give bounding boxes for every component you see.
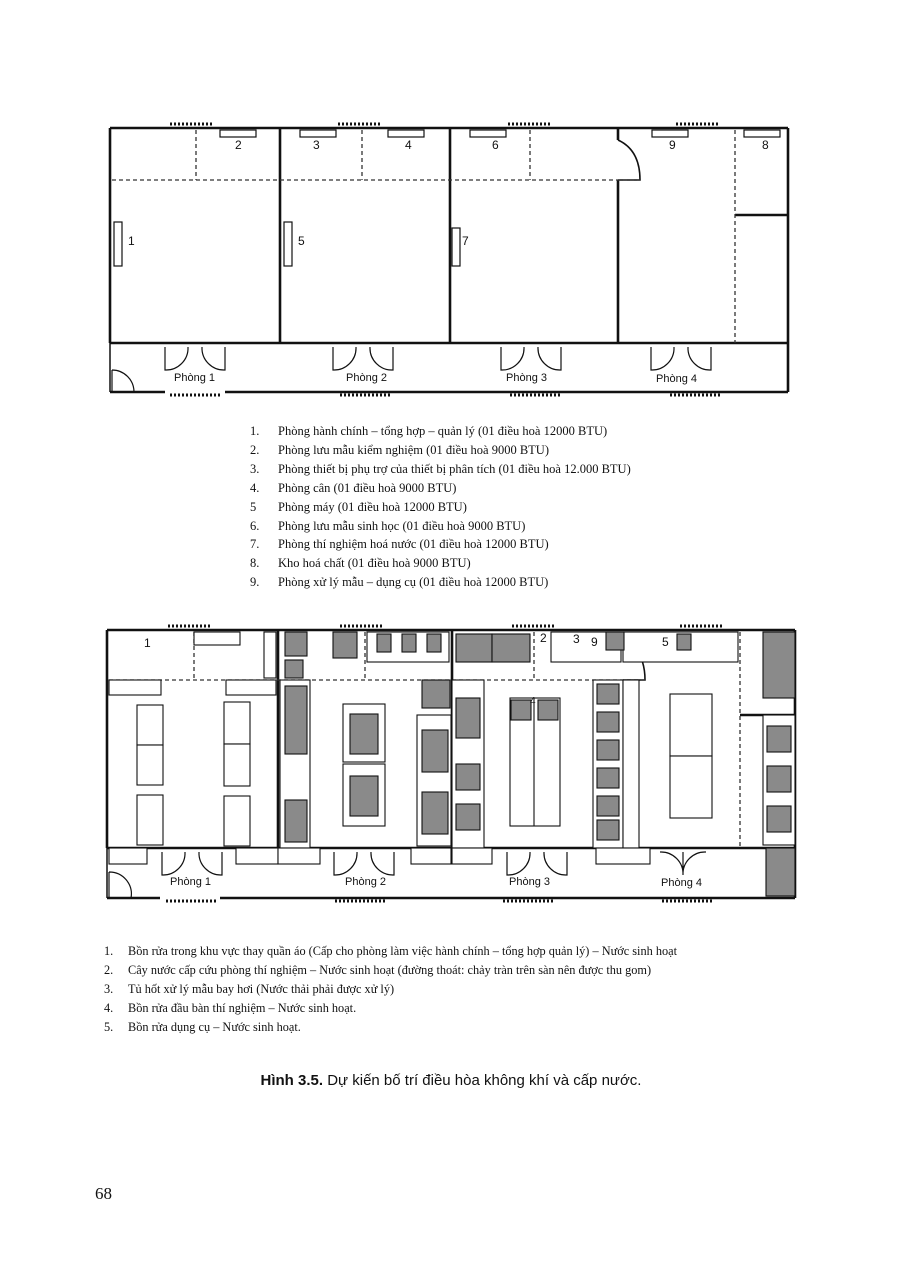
legend-item [250,460,631,479]
legend-number: 3. [250,461,260,476]
legend-item [250,517,631,536]
floor-plan-water-supply [0,612,902,912]
ac-label-5: 5 [298,234,305,248]
legend-number: 2. [104,962,114,977]
legend-number: 4. [250,480,260,495]
room-label-1: Phòng 1 [174,372,215,384]
ac-label-8: 8 [762,138,769,152]
legend-number: 6. [250,518,260,533]
ac-label-1: 1 [128,234,135,248]
legend-number: 4. [104,1000,114,1015]
floor-plan-air-conditioning [0,110,902,410]
water-supply-legend [104,942,677,1037]
legend-number: 7. [250,537,260,552]
legend-text: Cây nước cấp cứu phòng thí nghiệm – Nước sinh hoạt (đường thoát: chảy tràn trên sàn nên được thu gom) [128,962,652,977]
legend-text: Bồn rửa đầu bàn thí nghiệm – Nước sinh hoạt. [128,1000,357,1015]
ac-label-6: 6 [492,138,499,152]
page-number: 68 [95,1184,112,1203]
room-label-1: Phòng 1 [170,876,211,888]
legend-item [250,573,631,592]
room-label-4: Phòng 4 [661,877,702,889]
water-point-label-2: 2 [540,631,547,645]
legend-item [250,535,631,554]
water-point-label-4: 4 [530,696,536,707]
ac-label-3: 3 [313,138,320,152]
legend-item [250,479,631,498]
legend-text: Phòng cân (01 điều hoà 9000 BTU) [278,480,457,495]
legend-number: 3. [104,981,114,996]
legend-text: Phòng lưu mẫu kiểm nghiệm (01 điều hoà 9000 BTU) [278,442,549,457]
legend-number: 1. [250,424,260,438]
figure-caption-text: Dự kiến bố trí điều hòa không khí và cấp nước. [323,1072,642,1089]
legend-number: 1. [104,944,114,958]
ac-label-7: 7 [462,234,469,248]
legend-number: 5. [104,1019,114,1034]
legend-text: Bồn rửa dụng cụ – Nước sinh hoạt. [128,1019,301,1034]
water-point-label-9: 9 [591,635,598,649]
legend-text: Phòng xử lý mẫu – dụng cụ (01 điều hoà 12000 BTU) [278,575,549,590]
room-label-3: Phòng 3 [506,372,547,384]
figure-caption [0,1072,902,1089]
legend-item [104,942,677,961]
legend-number: 9. [250,575,260,590]
legend-text: Phòng máy (01 điều hoà 12000 BTU) [278,499,467,514]
legend-text: Tủ hốt xử lý mẫu bay hơi (Nước thải phải được xử lý) [128,981,395,996]
room-label-3: Phòng 3 [509,876,550,888]
ac-label-9: 9 [669,138,676,152]
legend-number: 5 [250,499,257,514]
legend-text: Phòng thí nghiệm hoá nước (01 điều hoà 12000 BTU) [278,537,549,552]
legend-text: Phòng lưu mẫu sinh học (01 điều hoà 9000 BTU) [278,518,526,533]
water-point-label-5: 5 [662,635,669,649]
legend-item [104,1018,677,1037]
ac-label-2: 2 [235,138,242,152]
room-label-4: Phòng 4 [656,373,697,385]
legend-text: Phòng thiết bị phụ trợ của thiết bị phân tích (01 điều hoà 12.000 BTU) [278,461,631,476]
legend-item [250,498,631,517]
legend-item [104,980,677,999]
legend-number: 2. [250,442,260,457]
legend-item [104,999,677,1018]
legend-item [250,554,631,573]
legend-item [250,441,631,460]
legend-item [250,422,631,441]
water-point-label-3: 3 [573,632,580,646]
ac-label-4: 4 [405,138,412,152]
legend-item [104,961,677,980]
legend-text: Phòng hành chính – tổng hợp – quản lý (01 điều hoà 12000 BTU) [278,424,608,438]
room-label-2: Phòng 2 [345,876,386,888]
legend-text: Kho hoá chất (01 điều hoà 9000 BTU) [278,556,471,571]
figure-label: Hình 3.5. [260,1072,324,1089]
room-label-2: Phòng 2 [346,372,387,384]
water-point-label-1: 1 [144,636,151,650]
legend-number: 8. [250,556,260,571]
legend-text: Bồn rửa trong khu vực thay quần áo (Cấp cho phòng làm việc hành chính – tổng hợp quản lý) – Nước sinh hoạt [128,944,678,958]
air-conditioning-legend [250,422,631,592]
